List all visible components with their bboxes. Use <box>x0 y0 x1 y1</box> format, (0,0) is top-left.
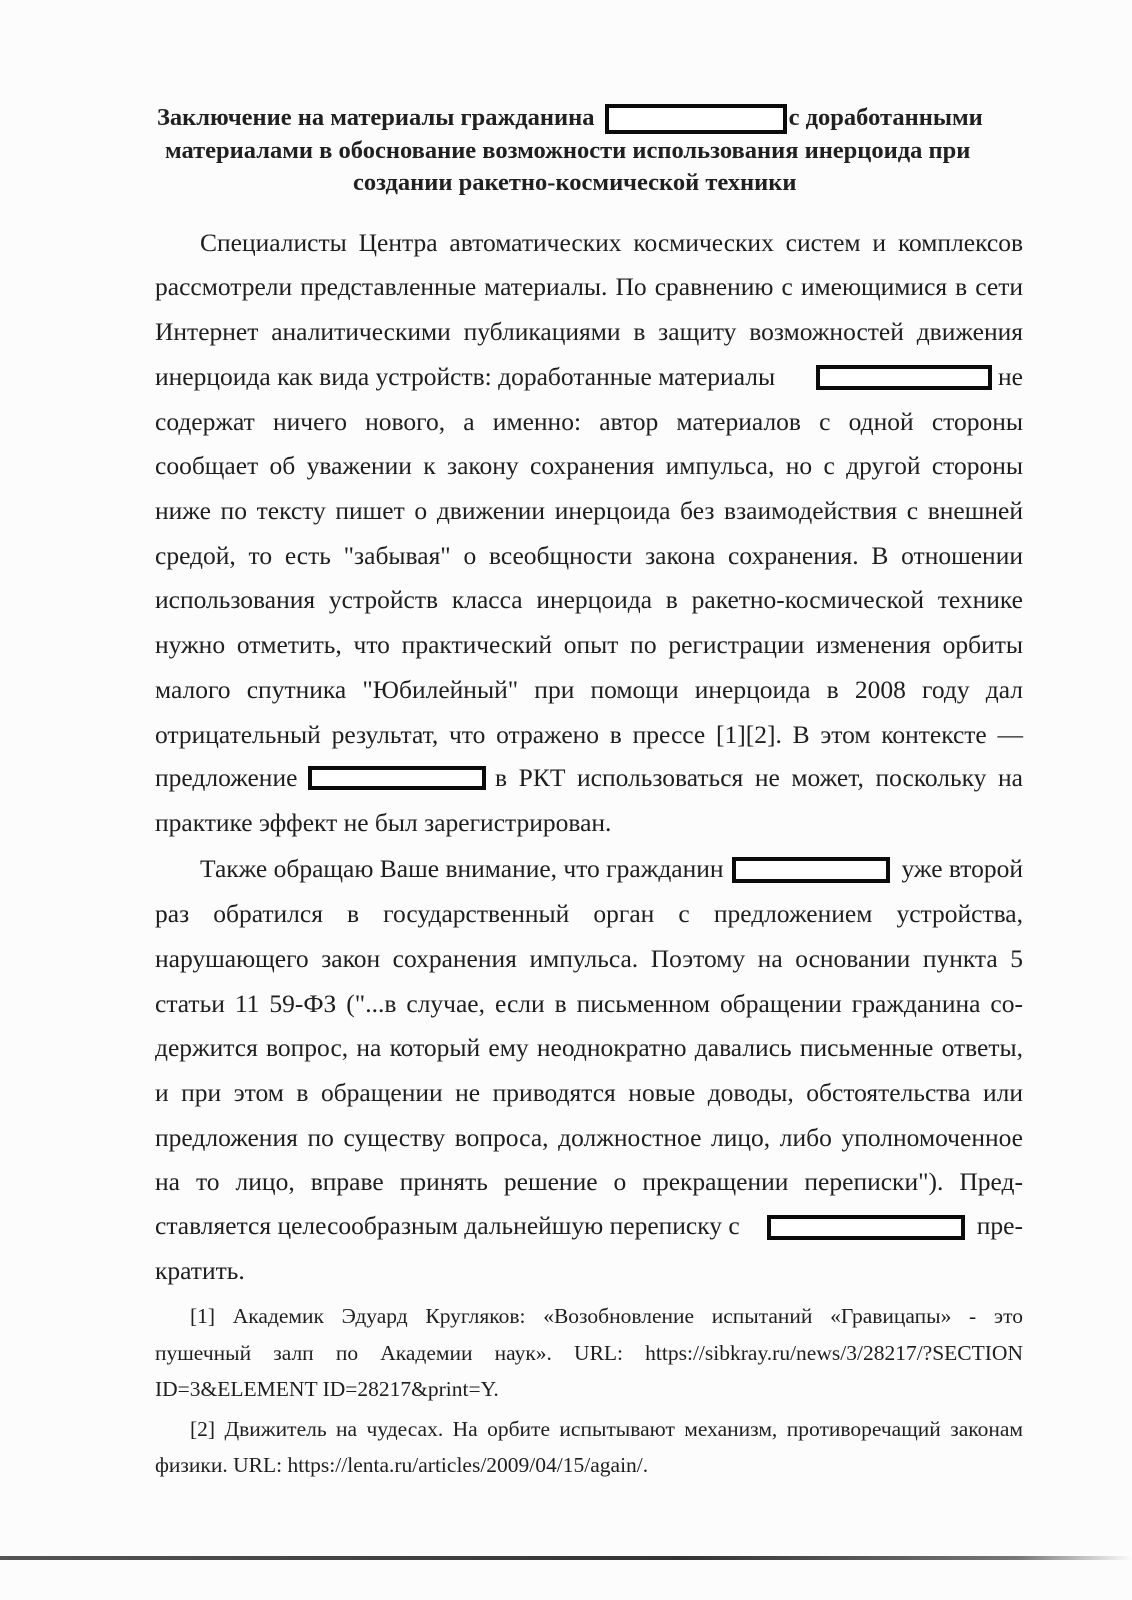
footnote-1-line: ID=3&ELEMENT ID=28217&print=Y. <box>155 1377 499 1401</box>
body-line: раз обратился в государственный орган с предложением устройства, <box>155 899 1023 928</box>
footnote-2-line: физики. URL: https://lenta.ru/articles/2009/04/15/again/. <box>155 1453 649 1477</box>
body-line-with-redaction <box>155 1211 1023 1241</box>
title-text-before-redaction: Заключение на материалы гражданина <box>157 104 595 131</box>
body-line: нарушающего закон сохранения импульса. Поэтому на основании пункта 5 <box>155 944 1023 973</box>
body-line: кратить. <box>155 1256 245 1285</box>
redacted-name-box <box>605 104 787 134</box>
body-text: уже второй <box>901 854 1023 883</box>
body-line: Специалисты Центра автоматических космических систем и комплексов <box>200 228 1023 257</box>
document-title-line-3: создании ракетно-космической техники <box>353 169 797 196</box>
body-line: на то лицо, вправе принять решение о прекращении переписки"). Пред- <box>155 1167 1023 1196</box>
body-line: ниже по тексту пишет о движении инерцоида без взаимодействия с внешней <box>155 496 1023 525</box>
body-line: статьи 11 59-ФЗ ("...в случае, если в письменном обращении гражданина со- <box>155 989 1023 1018</box>
body-line: Интернет аналитическими публикациями в защиту возможностей движения <box>155 317 1023 346</box>
body-text: Также обращаю Ваше внимание, что гражданин <box>200 854 724 883</box>
body-text: предложение <box>155 763 298 792</box>
body-text: пре- <box>976 1211 1023 1240</box>
body-text: инерцоида как вида устройств: доработанные материалы <box>155 362 776 391</box>
body-line: сообщает об уважении к закону сохранения импульса, но с другой стороны <box>155 451 1023 480</box>
body-line: практике эффект не был зарегистрирован. <box>155 808 612 837</box>
document-title-line-1 <box>157 103 983 134</box>
redacted-name-box <box>732 857 890 883</box>
body-text: в РКТ использоваться не может, поскольку на <box>495 763 1023 792</box>
body-line: малого спутника "Юбилейный" при помощи инерцоида в 2008 году дал <box>155 675 1023 704</box>
body-line: средой, то есть "забывая" о всеобщности закона сохранения. В отношении <box>155 541 1023 570</box>
body-text: ставляется целесообразным дальнейшую переписку с <box>155 1211 740 1240</box>
redacted-name-box <box>308 766 486 790</box>
body-line: рассмотрели представленные материалы. По сравнению с имеющимися в сети <box>155 272 1023 301</box>
body-line: содержат ничего нового, а именно: автор материалов с одной стороны <box>155 407 1023 436</box>
body-line-with-redaction <box>155 763 1023 793</box>
body-line-with-redaction <box>155 362 1023 392</box>
body-line: и при этом в обращении не приводятся новые доводы, обстоятельства или <box>155 1078 1023 1107</box>
footnote-1-line: [1] Академик Эдуард Кругляков: «Возобновление испытаний «Гравицапы» - это <box>190 1304 1023 1328</box>
body-line: использования устройств класса инерцоида в ракетно-космической технике <box>155 585 1023 614</box>
body-line: отрицательный результат, что отражено в прессе [1][2]. В этом контексте — <box>155 720 1023 749</box>
body-line: нужно отметить, что практический опыт по регистрации изменения орбиты <box>155 630 1023 659</box>
body-line: держится вопрос, на который ему неоднократно давались письменные ответы, <box>155 1033 1023 1062</box>
page-bottom-edge <box>0 1556 1132 1560</box>
footnote-1-line: пушечный залп по Академии наук». URL: https://sibkray.ru/news/3/28217/?SECTION <box>155 1341 1023 1365</box>
redacted-name-box <box>767 1215 965 1240</box>
title-text-after-redaction: с доработанными <box>788 104 983 131</box>
footnote-2-line: [2] Движитель на чудесах. На орбите испытывают механизм, противоречащий законам <box>190 1417 1023 1441</box>
body-line-with-redaction <box>200 854 1023 884</box>
redacted-name-box <box>816 365 992 390</box>
body-text: не <box>998 362 1023 391</box>
document-title-line-2: материалами в обоснование возможности использования инерцоида при <box>165 137 971 164</box>
body-line: предложения по существу вопроса, должностное лицо, либо уполномоченное <box>155 1123 1023 1152</box>
